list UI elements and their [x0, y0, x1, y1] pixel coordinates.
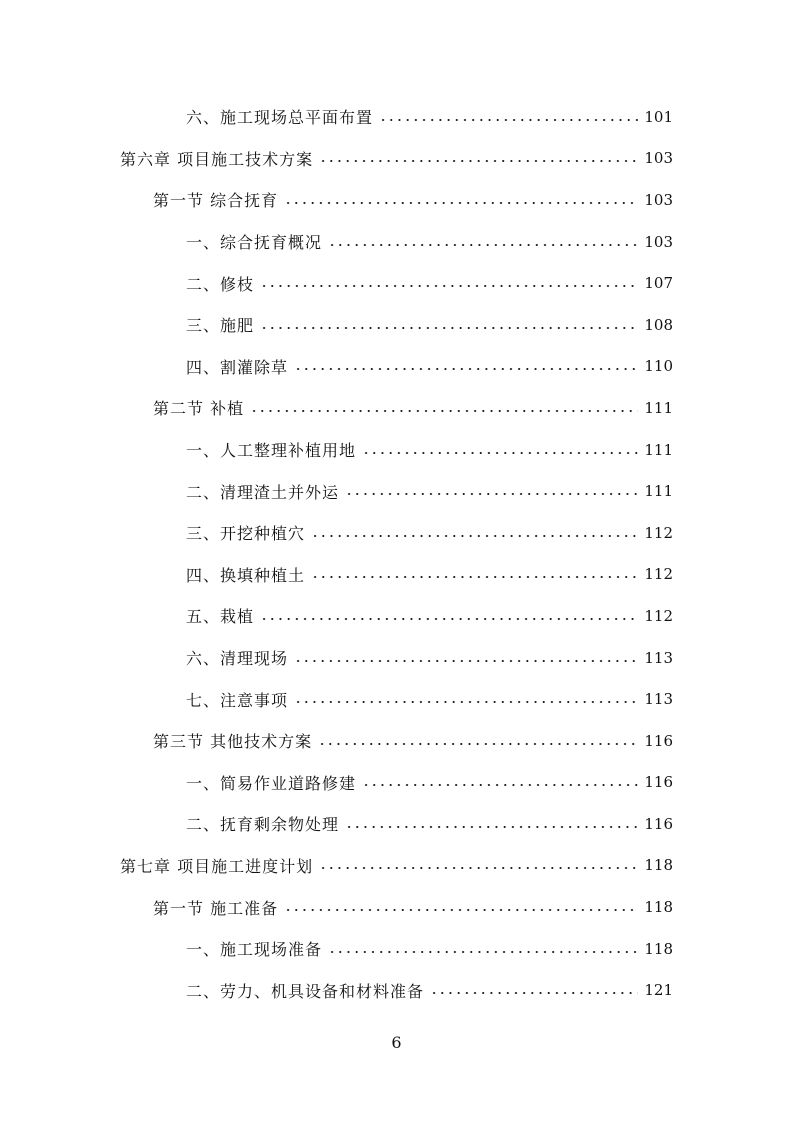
- toc-entry-page-number: 113: [644, 648, 673, 667]
- toc-entry[interactable]: [0, 387, 793, 429]
- toc-entry[interactable]: [0, 928, 793, 970]
- toc-entry-page-number: 112: [644, 606, 673, 625]
- toc-entry[interactable]: [0, 969, 793, 1011]
- dot-leader: [294, 700, 638, 704]
- toc-entry-title: 四、割灌除草: [186, 357, 289, 377]
- toc-entry-page-number: 118: [644, 898, 673, 917]
- toc-entry[interactable]: [0, 720, 793, 762]
- toc-entry[interactable]: [0, 96, 793, 138]
- dot-leader: [260, 326, 638, 330]
- toc-entry-title: 一、综合抚育概况: [186, 233, 323, 253]
- toc-entry-title: 第七章 项目施工进度计划: [120, 856, 314, 876]
- dot-leader: [311, 575, 638, 579]
- toc-entry[interactable]: [0, 637, 793, 679]
- toc-entry[interactable]: [0, 262, 793, 304]
- toc-entry-page-number: 103: [644, 232, 673, 251]
- toc-entry-page-number: 116: [644, 773, 673, 792]
- toc-entry[interactable]: [0, 595, 793, 637]
- toc-entry-title: 第三节 其他技术方案: [153, 732, 313, 752]
- page-number: 6: [391, 1033, 402, 1052]
- dot-leader: [319, 866, 638, 870]
- dot-leader: [319, 159, 638, 163]
- toc-entry[interactable]: [0, 346, 793, 388]
- toc-entry-title: 三、开挖种植穴: [186, 524, 306, 544]
- toc-entry-title: 四、换填种植土: [186, 565, 306, 585]
- dot-leader: [379, 118, 638, 122]
- toc-entry[interactable]: [0, 221, 793, 263]
- toc-entry-title: 一、施工现场准备: [186, 940, 323, 960]
- dot-leader: [284, 908, 638, 912]
- toc-entry[interactable]: [0, 678, 793, 720]
- toc-entry-title: 二、劳力、机具设备和材料准备: [186, 981, 425, 1001]
- dot-leader: [250, 409, 638, 413]
- toc-entry-page-number: 111: [644, 482, 673, 501]
- toc-entry-title: 第一节 施工准备: [153, 898, 279, 918]
- toc-entry-page-number: 118: [644, 939, 673, 958]
- dot-leader: [362, 783, 638, 787]
- toc-entry-page-number: 108: [644, 315, 673, 334]
- toc-entry-title: 第二节 补植: [153, 399, 245, 419]
- toc-entry-page-number: 101: [644, 107, 673, 126]
- toc-entry[interactable]: [0, 886, 793, 928]
- toc-entry[interactable]: [0, 304, 793, 346]
- table-of-contents: [0, 96, 793, 1011]
- toc-entry-title: 一、人工整理补植用地: [186, 441, 357, 461]
- dot-leader: [345, 492, 638, 496]
- toc-entry-title: 二、修枝: [186, 274, 255, 294]
- dot-leader: [362, 451, 638, 455]
- toc-entry-title: 第一节 综合抚育: [153, 191, 279, 211]
- dot-leader: [260, 284, 638, 288]
- toc-entry-page-number: 110: [644, 357, 673, 376]
- toc-entry-title: 一、简易作业道路修建: [186, 773, 357, 793]
- toc-entry-title: 六、施工现场总平面布置: [186, 108, 374, 128]
- dot-leader: [294, 367, 638, 371]
- dot-leader: [345, 825, 638, 829]
- toc-entry-page-number: 112: [644, 523, 673, 542]
- toc-entry-page-number: 103: [644, 190, 673, 209]
- toc-entry-title: 六、清理现场: [186, 649, 289, 669]
- toc-entry-page-number: 111: [644, 440, 673, 459]
- toc-entry-page-number: 113: [644, 690, 673, 709]
- toc-entry-title: 三、施肥: [186, 316, 255, 336]
- toc-entry-title: 五、栽植: [186, 607, 255, 627]
- toc-entry-page-number: 118: [644, 856, 673, 875]
- toc-entry[interactable]: [0, 803, 793, 845]
- toc-entry-title: 二、抚育剩余物处理: [186, 815, 340, 835]
- dot-leader: [284, 201, 638, 205]
- dot-leader: [311, 534, 638, 538]
- toc-entry[interactable]: [0, 179, 793, 221]
- toc-entry-page-number: 111: [644, 398, 673, 417]
- toc-entry-page-number: 116: [644, 731, 673, 750]
- toc-entry-page-number: 121: [644, 981, 673, 1000]
- toc-entry-page-number: 103: [644, 149, 673, 168]
- dot-leader: [430, 991, 638, 995]
- toc-entry[interactable]: [0, 429, 793, 471]
- dot-leader: [328, 243, 638, 247]
- toc-entry[interactable]: [0, 138, 793, 180]
- toc-entry-title: 第六章 项目施工技术方案: [120, 149, 314, 169]
- toc-entry[interactable]: [0, 470, 793, 512]
- toc-entry[interactable]: [0, 845, 793, 887]
- toc-entry-page-number: 107: [644, 274, 673, 293]
- toc-entry-title: 七、注意事项: [186, 690, 289, 710]
- dot-leader: [260, 617, 638, 621]
- dot-leader: [328, 950, 638, 954]
- dot-leader: [294, 659, 638, 663]
- toc-entry-page-number: 112: [644, 565, 673, 584]
- toc-entry[interactable]: [0, 512, 793, 554]
- toc-entry[interactable]: [0, 554, 793, 596]
- toc-entry[interactable]: [0, 762, 793, 804]
- toc-entry-title: 二、清理渣土并外运: [186, 482, 340, 502]
- dot-leader: [318, 742, 638, 746]
- toc-entry-page-number: 116: [644, 814, 673, 833]
